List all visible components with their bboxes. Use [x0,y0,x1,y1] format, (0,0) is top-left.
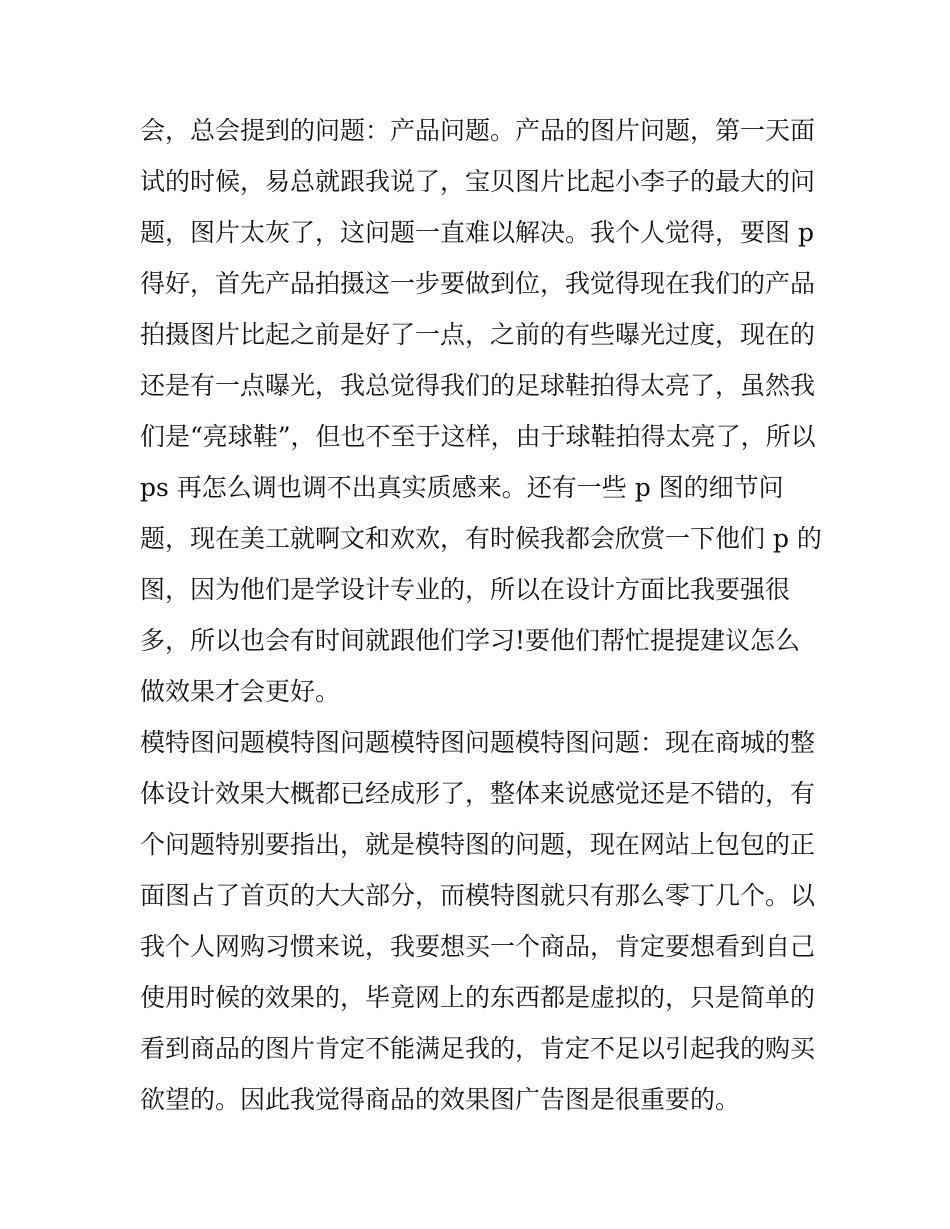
text-line: 使用时候的效果的，毕竟网上的东西都是虚拟的，只是简单的 [140,983,816,1012]
text-line: 还是有一点曝光，我总觉得我们的足球鞋拍得太亮了，虽然我 [140,371,816,400]
text-line: ps 再怎么调也调不出真实质感来。还有一些 p 图的细节问 [140,473,784,502]
text-line: 做效果才会更好。 [140,677,341,706]
text-line: 们是“亮球鞋”，但也不至于这样，由于球鞋拍得太亮了，所以 [140,422,816,451]
text-line: 图，因为他们是学设计专业的，所以在设计方面比我要强很 [140,575,791,604]
text-line: 欲望的。因此我觉得商品的效果图广告图是很重要的。 [140,1085,741,1114]
document-body [140,105,820,1125]
text-line: 个问题特别要指出，就是模特图的问题，现在网站上包包的正 [140,830,816,859]
text-line: 题，现在美工就啊文和欢欢，有时候我都会欣赏一下他们 p 的 [140,524,822,553]
text-line: 面图占了首页的大大部分，而模特图就只有那么零丁几个。以 [140,881,816,910]
text-line: 我个人网购习惯来说，我要想买一个商品，肯定要想看到自己 [140,932,816,961]
text-line: 体设计效果大概都已经成形了，整体来说感觉还是不错的，有 [140,779,816,808]
text-line: 多，所以也会有时间就跟他们学习!要他们帮忙提提建议怎么 [140,626,801,655]
text-line: 得好，首先产品拍摄这一步要做到位，我觉得现在我们的产品 [140,269,816,298]
text-line: 试的时候，易总就跟我说了，宝贝图片比起小李子的最大的问 [140,167,816,196]
paragraph-2 [140,717,820,1125]
text-line: 拍摄图片比起之前是好了一点，之前的有些曝光过度，现在的 [140,320,816,349]
text-line: 会，总会提到的问题：产品问题。产品的图片问题，第一天面 [140,116,816,145]
paragraph-1 [140,105,820,717]
text-line: 模特图问题模特图问题模特图问题模特图问题：现在商城的整 [140,728,816,757]
text-line: 看到商品的图片肯定不能满足我的，肯定不足以引起我的购买 [140,1034,816,1063]
text-line: 题，图片太灰了，这问题一直难以解决。我个人觉得，要图 p [140,218,814,247]
